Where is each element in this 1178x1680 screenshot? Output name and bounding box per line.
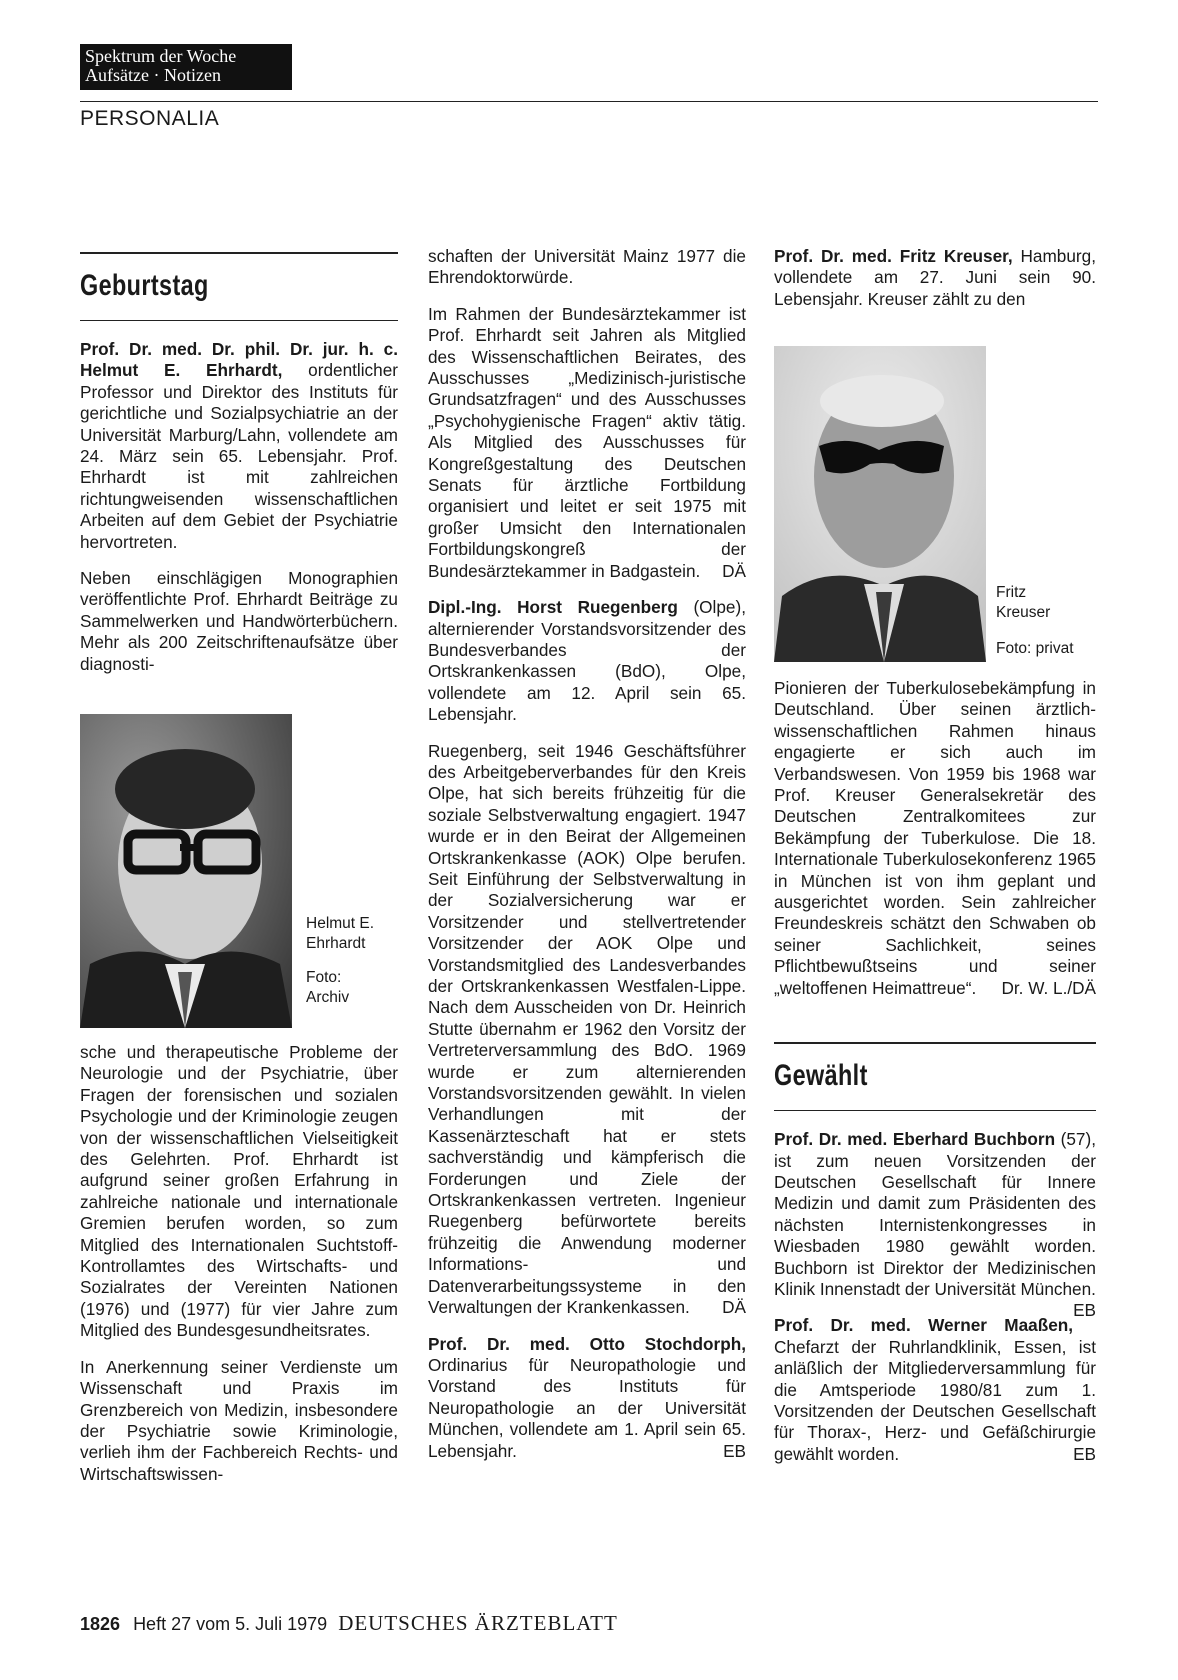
article-text: Ordinarius für Neuropathologie und Vorstand des Instituts für Neuropathologie an der Universität München, vollendete am 1. April sein 65. Lebensjahr. bbox=[428, 1354, 746, 1461]
author-signature: EB bbox=[723, 1440, 746, 1461]
column-3-continued bbox=[774, 678, 1096, 1480]
author-signature: EB bbox=[1073, 1443, 1096, 1464]
article-text: Im Rahmen der Bundesärztekammer ist Prof. Ehrhardt seit Jahren als Mitglied des Wissenschaftlichen Beirates, des Ausschusses „Medizinisch-juristische Grundsatzfragen“ und des Ausschusses „Psychohygienische Fragen“ aktiv tätig. Als Mitglied des Ausschusses für Kongreßgestaltung des Deutschen Senats für ärztliche Fortbildung organisiert und leitet er seit 1975 mit großer Umsicht den Internationalen Fortbildungskongreß der Bundesärztekammer in Badgastein. bbox=[428, 303, 746, 581]
header-rule bbox=[80, 101, 1098, 102]
person-name: Prof. Dr. med. Eberhard Buchborn bbox=[774, 1129, 1056, 1150]
article-text: Ruegenberg, seit 1946 Geschäftsführer des Arbeitgeberverbandes für den Kreis Olpe, hat sich bereits frühzeitig für die soziale Selbstverwaltung engagiert. 1947 wurde er in den Beirat der Allgemeinen Ortskrankenkasse (AOK) Olpe berufen. Seit Einführung der Selbstverwaltung in der Sozialversicherung war er Vorsitzender und stellvertretender Vorsitzender der AOK Olpe und Vorstandsmitglied des Landesverbandes der Ortskrankenkassen Westfalen-Lippe. Nach dem Ausscheiden von Dr. Heinrich Stutte übernahm er 1962 den Vorsitz der Vertreterversammlung des BdO. 1969 wurde er zum alternierenden Vorstandsvorsitzenden gewählt. In vielen Verhandlungen mit der Kassenärzteschaft hat er stets sachverständig und kämpferisch die Forderungen und Ziele der Ortskrankenkassen vertreten. Ingenieur Ruegenberg befürwortete bereits frühzeitig die Anwendung moderner Informations- und Datenverarbeitungssysteme in den Verwaltungen der Krankenkassen. bbox=[428, 740, 746, 1318]
article-stochdorph bbox=[428, 1334, 746, 1462]
portrait-photo-kreuser bbox=[774, 346, 986, 662]
masthead-line-2: Aufsätze · Notizen bbox=[85, 65, 221, 85]
caption-credit: Foto: privat bbox=[996, 640, 1074, 657]
article-kreuser-body bbox=[774, 678, 1096, 999]
author-signature: EB bbox=[1073, 1300, 1096, 1321]
author-signature: DÄ bbox=[722, 1297, 746, 1318]
column-1-continued bbox=[80, 1042, 398, 1500]
person-name: Prof. Dr. med. Dr. phil. Dr. jur. h. c. Helmut E. Ehrhardt, bbox=[80, 339, 398, 381]
portrait-photo-ehrhardt bbox=[80, 714, 292, 1028]
photo-caption-kreuser bbox=[996, 583, 1074, 659]
section-label: PERSONALIA bbox=[80, 107, 220, 130]
article-buchborn bbox=[774, 1129, 1096, 1321]
section-heading-gewaehlt: Gewählt bbox=[774, 1059, 868, 1093]
article-ehrhardt-intro bbox=[80, 339, 398, 553]
journal-title: DEUTSCHES ÄRZTEBLATT bbox=[338, 1611, 618, 1635]
page-number: 1826 bbox=[80, 1614, 121, 1634]
caption-name-line-1: Helmut E. bbox=[306, 915, 375, 932]
person-name: Prof. Dr. med. Werner Maaßen, bbox=[774, 1315, 1074, 1336]
section-heading-geburtstag: Geburtstag bbox=[80, 269, 209, 302]
heading-rule-top bbox=[774, 1042, 1096, 1044]
heading-rule-top bbox=[80, 252, 398, 254]
person-name: Prof. Dr. med. Fritz Kreuser, bbox=[774, 246, 1013, 266]
article-ruegenberg-body bbox=[428, 741, 746, 1319]
heading-rule-bottom bbox=[80, 320, 398, 321]
article-ehrhardt-p4: In Anerkennung seiner Verdienste um Wissenschaft und Praxis im Grenzbereich von Medizin, insbesondere der Psychiatrie sowie Kriminologie, verlieh ihm der Fachbereich Rechts- und Wirtschaftswissen- bbox=[80, 1356, 398, 1484]
masthead-line-1: Spektrum der Woche bbox=[85, 46, 237, 66]
page-footer bbox=[80, 1611, 618, 1636]
article-ehrhardt-p2: Neben einschlägigen Monographien veröffentlichte Prof. Ehrhardt Beiträge zu Sammelwerken und Handwörterbüchern. Mehr als 200 Zeitschriftenaufsätze über diagnosti- bbox=[80, 568, 398, 674]
column-3 bbox=[774, 246, 1096, 325]
article-ehrhardt-p3: sche und therapeutische Probleme der Neurologie und der Psychiatrie, über Fragen der forensischen und sozialen Psychologie und der Kriminologie zeugen von der wissenschaftlichen Vielseitigkeit des Gelehrten. Prof. Ehrhardt ist aufgrund seiner großen Erfahrung in zahlreiche nationale und internationale Gremien berufen worden, so zum Mitglied des Internationalen Suchtstoff-Kontrollamtes des Wirtschafts- und Sozialrates der Vereinten Nationen (1976) und (1977) für vier Jahre zum Mitglied des Bundesgesundheitsrates. bbox=[80, 1042, 398, 1341]
article-ehrhardt-p5: schaften der Universität Mainz 1977 die Ehrendoktorwürde. bbox=[428, 246, 746, 288]
article-text: (Olpe), alternierender Vorstandsvorsitzender des Bundesverbandes der Ortskrankenkassen (BdO), Olpe, vollendete am 12. April sein 65. Lebensjahr. bbox=[428, 597, 746, 725]
article-text: Chefarzt der Ruhrlandklinik, Essen, ist anläßlich der Mitgliederversammlung für die Amtsperiode 1980/81 zum 1. Vorsitzenden der Deutschen Gesellschaft für Thorax-, Herz- und Gefäßchirurgie gewählt worden. bbox=[774, 1336, 1096, 1464]
caption-name-line-2: Ehrhardt bbox=[306, 935, 366, 952]
person-name: Dipl.-Ing. Horst Ruegenberg bbox=[428, 597, 678, 618]
photo-caption-ehrhardt bbox=[306, 914, 374, 1008]
article-text: ordentlicher Professor und Direktor des Instituts für gerichtliche und Sozialpsychiatrie an der Universität Marburg/Lahn, vollendete am 24. März sein 65. Lebensjahr. Prof. Ehrhardt ist mit zahlreichen richtungweisenden wissenschaftlichen Arbeiten auf dem Gebiet der Psychiatrie hervortreten. bbox=[80, 360, 398, 552]
caption-credit-line-2: Archiv bbox=[306, 989, 350, 1006]
article-text: Pionieren der Tuberkulosebekämpfung in Deutschland. Über seinen ärztlich-wissenschaftlichen Rahmen hinaus engagierte er sich auch im Verbandswesen. Von 1959 bis 1968 war Prof. Kreuser Generalsekretär des Deutschen Zentralkomitees zur Bekämpfung der Tuberkulose. Die 18. Internationale Tuberkulosekonferenz 1965 in München ist von ihm geplant und ausgerichtet worden. Sein zahlreicher Freundeskreis schätzt den Schwaben ob seiner Sachlichkeit, seines Pflichtbewußtseins und seiner „weltoffenen Heimattreue“. bbox=[774, 678, 1096, 998]
masthead-logo bbox=[80, 44, 292, 90]
person-name: Prof. Dr. med. Otto Stochdorph, bbox=[428, 1333, 746, 1354]
article-text: (57), ist zum neuen Vorsitzenden der Deutschen Gesellschaft für Innere Medizin und damit zum Präsidenten des nächsten Internistenkongresses in Wiesbaden 1980 gewählt worden. Buchborn ist Direktor der Medizinischen Klinik Innenstadt der Universität München. bbox=[774, 1129, 1096, 1299]
column-2 bbox=[428, 246, 746, 1477]
caption-name-line-1: Fritz bbox=[996, 584, 1027, 601]
portrait-ehrhardt-image bbox=[80, 714, 292, 1028]
portrait-kreuser-image bbox=[774, 346, 986, 662]
issue-info: Heft 27 vom 5. Juli 1979 bbox=[133, 1614, 328, 1634]
author-signature: DÄ bbox=[722, 560, 746, 581]
caption-name-line-2: Kreuser bbox=[996, 604, 1051, 621]
author-signature: Dr. W. L./DÄ bbox=[1001, 977, 1096, 998]
article-maassen bbox=[774, 1315, 1096, 1465]
spacer bbox=[774, 1014, 1096, 1042]
article-ruegenberg-intro bbox=[428, 597, 746, 725]
article-kreuser-intro bbox=[774, 246, 1096, 310]
article-text: Hamburg, vollendete am 27. Juni sein 90. Lebensjahr. Kreuser zählt zu den bbox=[774, 246, 1096, 309]
caption-credit-line-1: Foto: bbox=[306, 969, 342, 986]
column-1 bbox=[80, 252, 398, 690]
article-ehrhardt-p6 bbox=[428, 304, 746, 582]
heading-rule-bottom bbox=[774, 1110, 1096, 1111]
